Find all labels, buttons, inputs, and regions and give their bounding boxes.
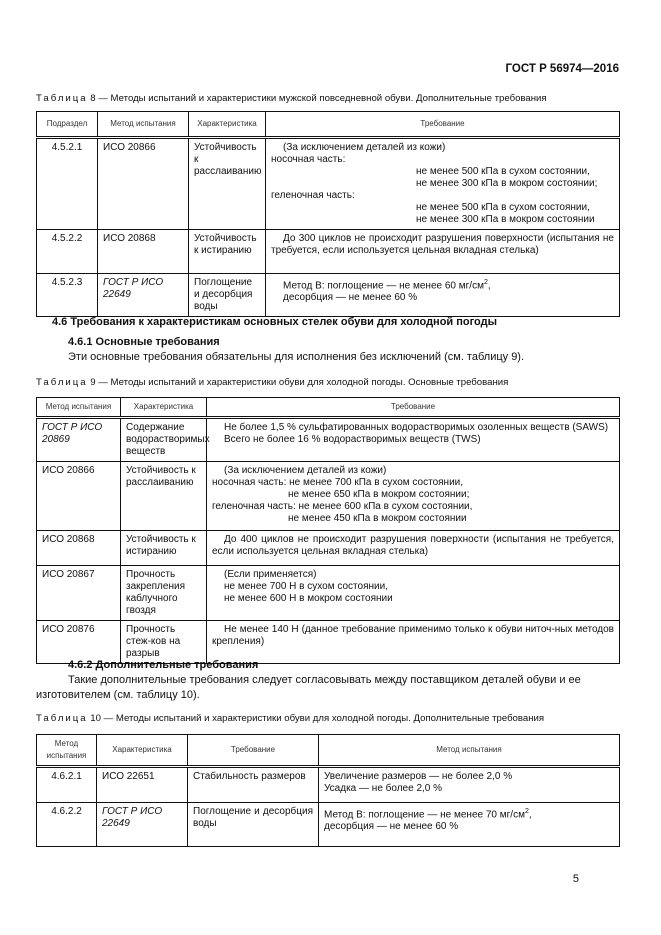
cell: Прочность стеж-ков на разрыв [121, 621, 207, 664]
table-row [37, 566, 620, 621]
table-8 [36, 111, 620, 317]
cell: До 400 циклов не происходит разрушения поверхности (испытания не требуется, если используется цельная вкладная стелька) [207, 531, 620, 566]
line: геленочная часть: [271, 190, 355, 201]
line: (За исключением деталей из кожи) [224, 465, 387, 476]
section-heading: 4.6 Требования к характеристикам основных стелек обуви для холодной погоды [52, 316, 497, 328]
line: не менее 300 кПа в мокром состоянии; [416, 178, 598, 189]
cell [207, 418, 620, 462]
line: геленочная часть: не менее 600 кПа в сухом состоянии, [212, 501, 473, 512]
table-row [37, 621, 620, 664]
table-row [37, 274, 620, 317]
col-header: Характеристика [189, 112, 266, 138]
caption-text: 9 — Методы испытаний и характеристики обуви для холодной погоды. Основные требования [87, 377, 509, 388]
text: Метод В: поглощение — не менее 70 мг/см [324, 809, 525, 821]
cell: 4.6.2.2 [37, 803, 97, 847]
table-row [37, 767, 620, 803]
caption-text: 8 — Методы испытаний и характеристики мужской повседневной обуви. Дополнительные требования [87, 93, 547, 104]
col-header: Требование [266, 112, 620, 138]
cell: Поглощение и десорбция воды [188, 803, 319, 847]
cell: Содержание водорастворимых веществ [121, 418, 207, 462]
line: (Если применяется) [224, 569, 317, 580]
line: не менее 600 Н в мокром состоянии [224, 593, 393, 604]
cell: Не менее 140 Н (данное требование применимо только к обуви ниточ-ных методов крепления) [207, 621, 620, 664]
col-header: Подраздел [37, 112, 98, 138]
table-10 [36, 734, 620, 847]
line: Всего не более 16 % водорастворимых веществ (TWS) [224, 434, 481, 445]
line [324, 806, 614, 821]
line: не менее 650 кПа в мокром состоянии; [288, 489, 470, 500]
line: десорбция — не менее 60 % [283, 292, 418, 304]
cell: ИСО 20867 [37, 566, 121, 621]
line: Не более 1,5 % сульфатированных водорастворимых озоленных веществ (SAWS) [224, 422, 609, 433]
subsection-heading: 4.6.2 Дополнительные требования [68, 659, 259, 671]
table-row [37, 462, 620, 531]
paragraph: Эти основные требования обязательны для исполнения без исключений (см. таблицу 9). [68, 351, 525, 363]
line: Увеличение размеров — не более 2,0 % [324, 771, 513, 782]
cell [207, 566, 620, 621]
superscript: 2 [483, 279, 488, 286]
cell [207, 462, 620, 531]
paragraph: Такие дополнительные требования следует согласовывать между поставщиком деталей обуви и ее изготовителем (см. таблицу 10). [36, 674, 581, 701]
caption-prefix: Таблица [36, 377, 88, 388]
table-9-caption [36, 377, 508, 388]
line: (За исключением деталей из кожи) [283, 142, 446, 153]
standard-header: ГОСТ Р 56974—2016 [505, 63, 619, 75]
line: носочная часть: не менее 700 кПа в сухом состоянии, [212, 477, 464, 488]
line: носочная часть: [271, 154, 346, 165]
cell: ИСО 20868 [37, 531, 121, 566]
caption-prefix: Таблица [36, 713, 88, 724]
cell: Устойчивость к истиранию [189, 230, 266, 274]
page-number: 5 [572, 873, 579, 885]
table-row [37, 803, 620, 847]
table-row [37, 418, 620, 462]
line: не менее 300 кПа в мокром состоянии [416, 214, 595, 225]
table-row [37, 230, 620, 274]
line: не менее 450 кПа в мокром состоянии [288, 513, 467, 524]
line: Усадка — не более 2,0 % [324, 783, 443, 794]
col-header: Характеристика [121, 398, 207, 418]
cell: Стабильность размеров [188, 767, 319, 803]
text: Метод В: поглощение — не менее 60 мг/см [283, 280, 484, 292]
line: не менее 500 кПа в сухом состоянии, [416, 166, 590, 177]
text: , [487, 280, 491, 292]
cell: 4.5.2.1 [37, 138, 98, 230]
col-header: Метод испытания [37, 735, 97, 767]
cell: ГОСТ Р ИСО 22649 [98, 274, 189, 317]
cell: До 300 циклов не происходит разрушения поверхности (испытания не требуется, если используется цельная вкладная стелька) [266, 230, 620, 274]
caption-prefix: Таблица [36, 93, 88, 104]
cell: ИСО 20876 [37, 621, 121, 664]
cell: Устойчивость к расслаиванию [121, 462, 207, 531]
table-row [37, 531, 620, 566]
caption-text: 10 — Методы испытаний и характеристики обуви для холодной погоды. Дополнительные требования [87, 713, 545, 724]
cell: 4.6.2.1 [37, 767, 97, 803]
col-header: Характеристика [97, 735, 188, 767]
col-header: Требование [188, 735, 319, 767]
cell [266, 138, 620, 230]
col-header: Метод испытания [319, 735, 620, 767]
line [283, 277, 614, 292]
cell: ГОСТ Р ИСО 22649 [97, 803, 188, 847]
cell: ИСО 20868 [98, 230, 189, 274]
cell: ИСО 22651 [97, 767, 188, 803]
text: , [528, 809, 532, 821]
cell: 4.5.2.2 [37, 230, 98, 274]
table-9 [36, 397, 620, 664]
col-header: Метод испытания [37, 398, 121, 418]
superscript: 2 [524, 808, 529, 815]
cell: 4.5.2.3 [37, 274, 98, 317]
cell [266, 274, 620, 317]
line: десорбция — не менее 60 % [324, 821, 459, 833]
cell [319, 803, 620, 847]
cell [319, 767, 620, 803]
table-8-caption [36, 93, 547, 104]
table-10-caption [36, 713, 544, 724]
cell: Прочность закрепления каблучного гвоздя [121, 566, 207, 621]
cell: Устойчивость к расслаиванию [189, 138, 266, 230]
cell: ИСО 20866 [98, 138, 189, 230]
line: не менее 500 кПа в сухом состоянии, [416, 202, 590, 213]
cell: ИСО 20866 [37, 462, 121, 531]
line: не менее 700 Н в сухом состоянии, [224, 581, 388, 592]
cell: Устойчивость к истиранию [121, 531, 207, 566]
cell: Поглощение и десорбция воды [189, 274, 266, 317]
cell: ГОСТ Р ИСО 20869 [37, 418, 121, 462]
subsection-heading: 4.6.1 Основные требования [68, 336, 220, 348]
col-header: Требование [207, 398, 620, 418]
table-row [37, 138, 620, 230]
col-header: Метод испытания [98, 112, 189, 138]
